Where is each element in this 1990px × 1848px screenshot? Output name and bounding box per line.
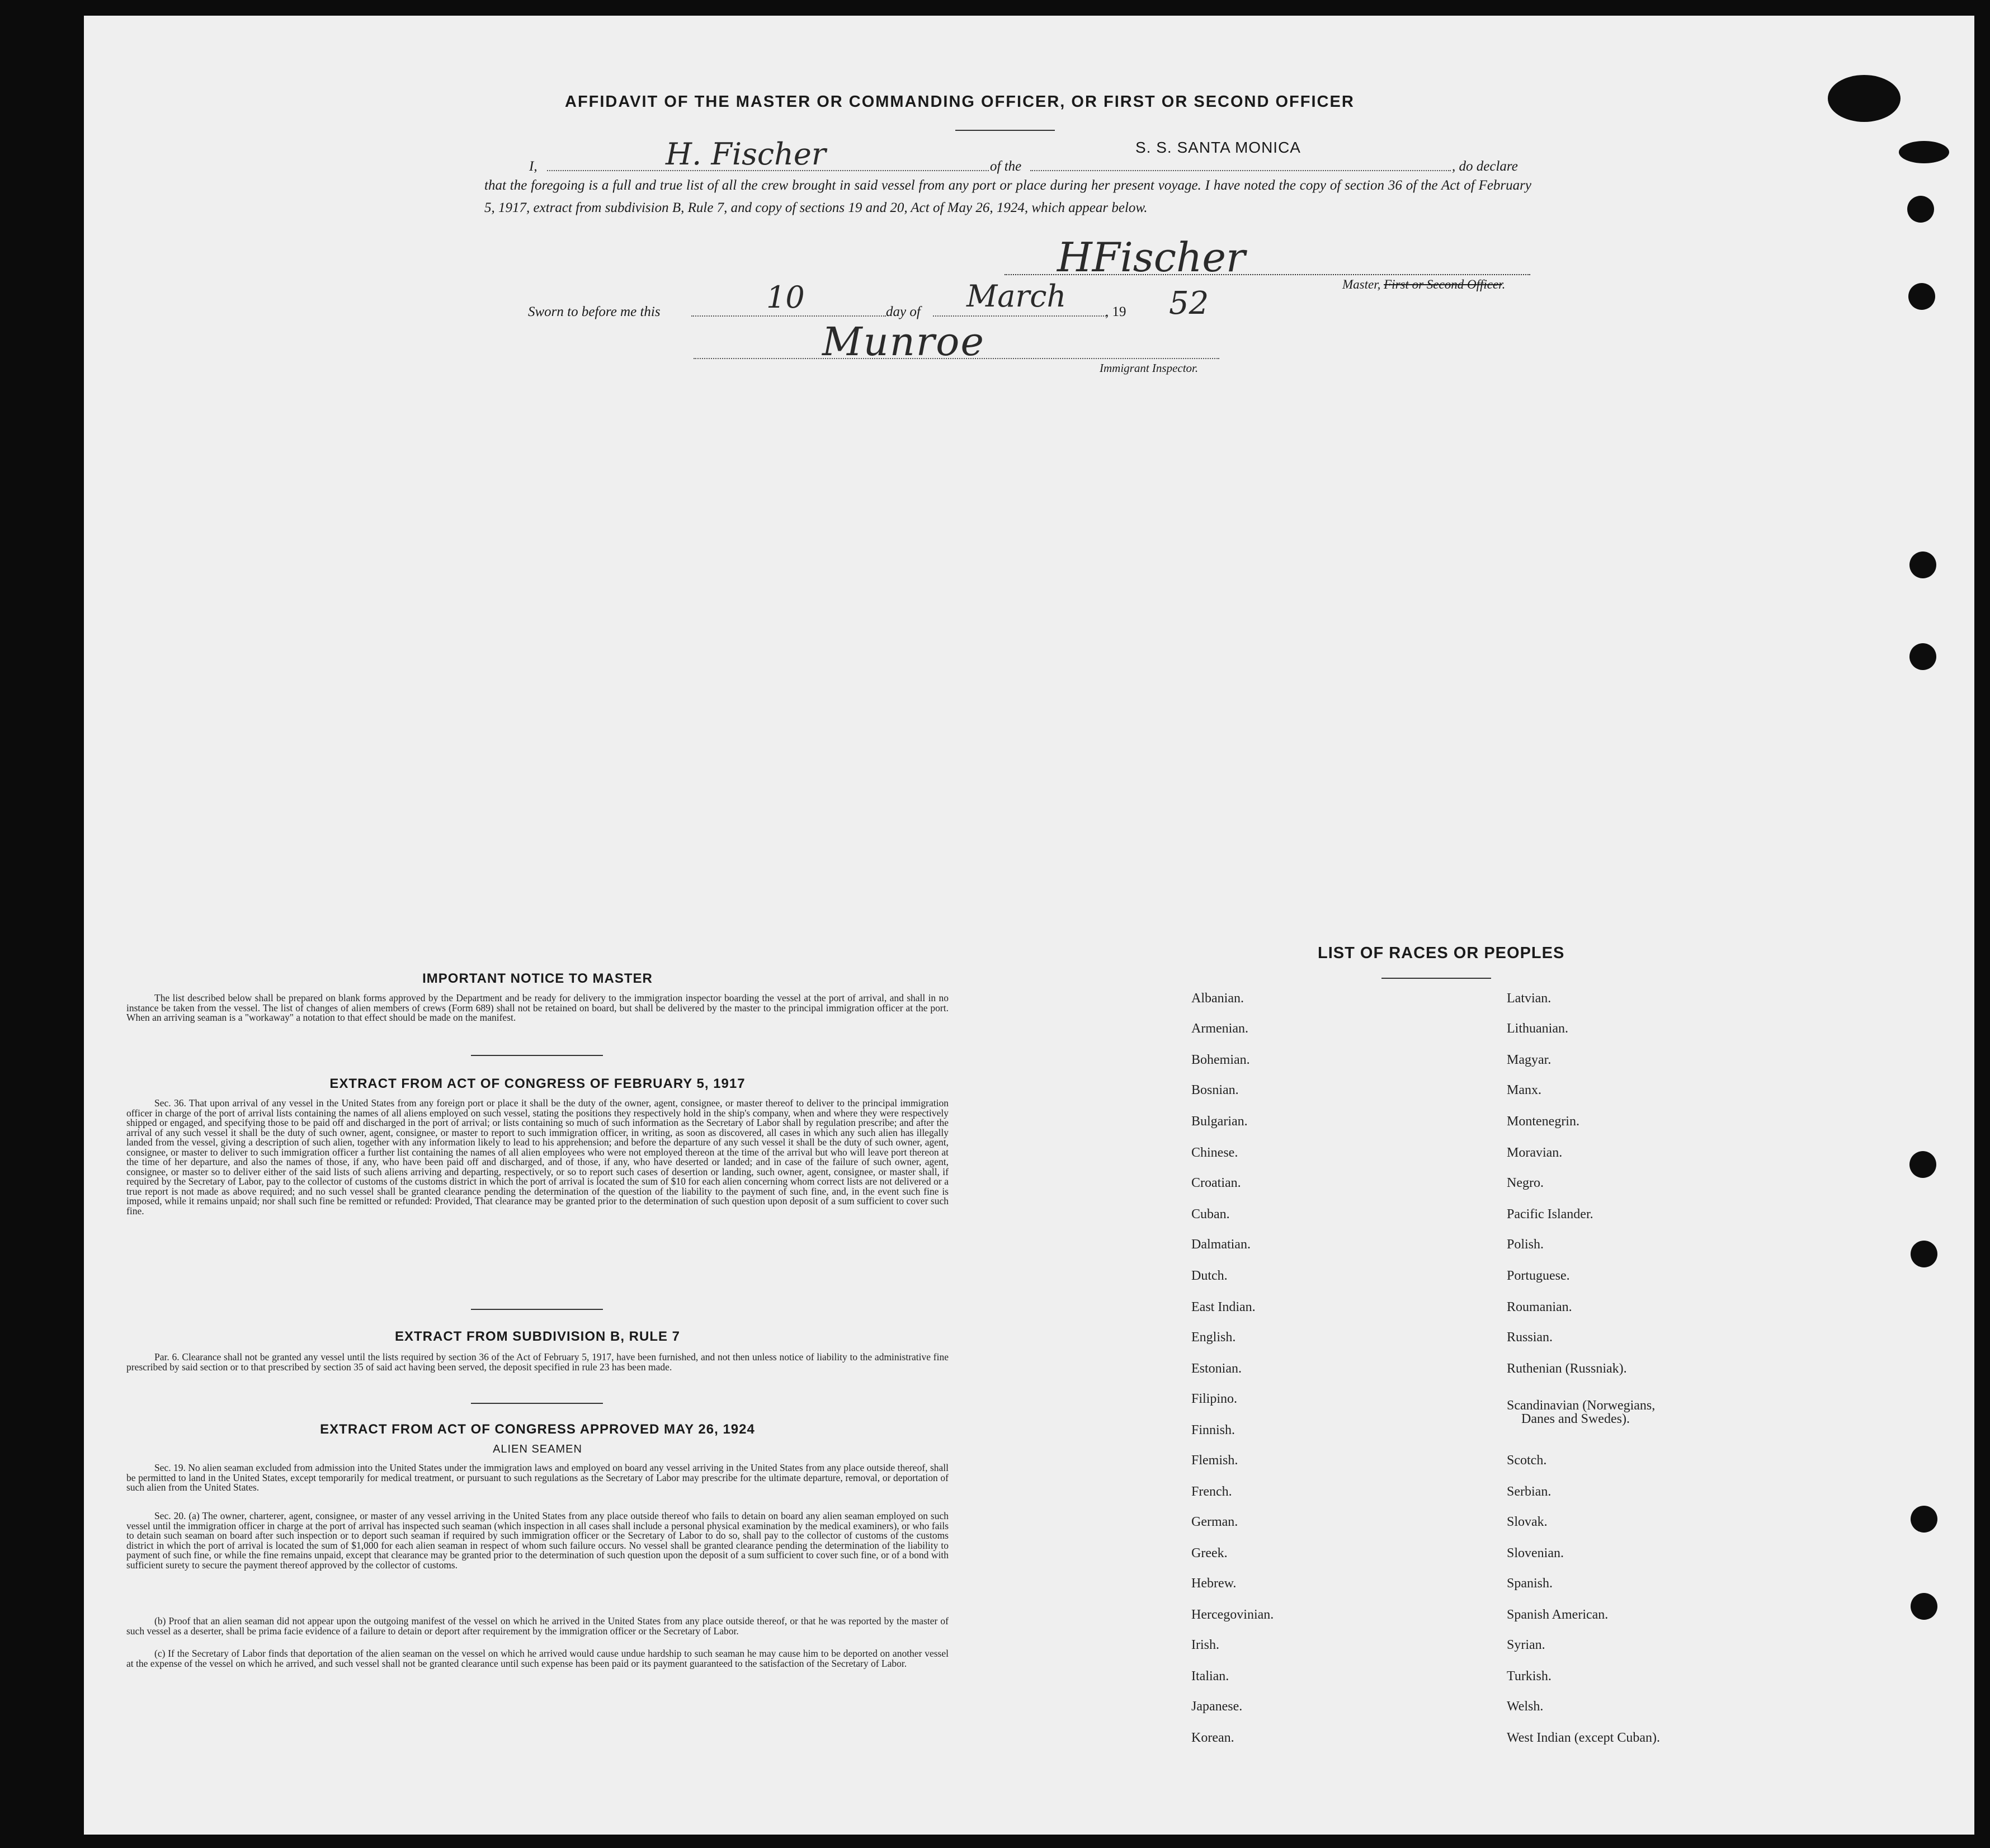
extract-1924-subtitle: ALIEN SEAMEN (493, 1443, 582, 1455)
punch-hole-3 (1909, 551, 1936, 578)
extract-1924-sec20b: (b) Proof that an alien seaman did not appear upon the outgoing manifest of the vessel on which he arrived in the United States from any place outside thereof, or that he was reported by the master of such vessel as a deserter, shall be prima facie evidence of a failure to detain or deport after requirement by the immigration officer or the Secretary of Labor. (126, 1615, 949, 1637)
inspector-caption: Immigrant Inspector. (1100, 361, 1199, 375)
race-right-16: Serbian. (1507, 1484, 1552, 1499)
master-signature-line (1005, 274, 1530, 275)
race-left-4: Bulgarian. (1191, 1114, 1248, 1129)
affidavit-title: AFFIDAVIT OF THE MASTER OR COMMANDING OFFICER, OR FIRST OR SECOND OFFICER (565, 93, 1355, 111)
race-left-12: Estonian. (1191, 1361, 1242, 1376)
race-left-14: Finnish. (1191, 1423, 1236, 1437)
race-right-5: Moravian. (1507, 1145, 1563, 1160)
race-left-11: English. (1191, 1330, 1236, 1345)
rule7-title: EXTRACT FROM SUBDIVISION B, RULE 7 (394, 1329, 681, 1344)
race-right-2: Magyar. (1507, 1053, 1552, 1067)
race-left-17: German. (1191, 1515, 1238, 1529)
race-right-18: Slovenian. (1507, 1546, 1564, 1561)
race-left-21: Irish. (1191, 1638, 1219, 1652)
punch-hole-7 (1911, 1506, 1937, 1533)
race-right-4: Montenegrin. (1507, 1114, 1579, 1129)
notice-title: IMPORTANT NOTICE TO MASTER (422, 971, 653, 986)
extract-1917-text: Sec. 36. That upon arrival of any vessel in the United States from any foreign port or place it shall be the duty of the owner, agent, consignee, or master thereof to deliver to the principal immigration officer in charge of the port of arrival lists containing the names of all aliens employed on such vessel, stating the positions they respectively hold in the ship's company, when and where they were respectively shipped or engaged, and specifying those to be paid off and discharged in the port of arrival; or lists containing so much of such information as the Secretary of Labor shall by regulation prescribe; and after the arrival of any such vessel it shall be the duty of such owner, agent, consignee, or master to report to such immigration officer, in writing, as soon as discovered, all cases in which any such alien has illegally landed from the vessel, giving a description of such alien, together with any information likely to lead to his apprehension; and before the departure of any such vessel it shall be the duty of such owner, agent, consignee, or master to deliver to such immigration officer a further list containing the names of all alien employees who were not employed thereon at the time of the arrival but who will leave port thereon at the time of her departure, and also the names of those, if any, who have been paid off and discharged, and of those, if any, who have deserted or landed; and in case of the failure of such owner, agent, consignee, or master so to deliver either of the said lists of such aliens arriving and departing, respectively, or so to report such cases of desertion or landing, such owner, agent, consignee, or master shall, if required by the Secretary of Labor, pay to the collector of customs of the customs district in which the port of arrival is located the sum of $10 for each alien concerning whom correct lists are not delivered or a true report is not made as above required; and no such vessel shall be granted clearance pending the determination of the question of the liability to the payment of such fine, and, in the event such fine is imposed, while it remains unpaid; nor shall such fine be remitted or refunded: Provided, That clearance may be granted prior to the determination of such question upon deposit of a sum sufficient to cover such fine. (126, 1097, 949, 1217)
race-left-18: Greek. (1191, 1546, 1228, 1561)
extract-1924-title: EXTRACT FROM ACT OF CONGRESS APPROVED MAY 26, 1924 (320, 1422, 755, 1437)
notice-divider (471, 1055, 603, 1056)
declarant-label: I, (529, 159, 537, 174)
race-left-16: French. (1191, 1484, 1232, 1499)
race-left-19: Hebrew. (1191, 1576, 1237, 1591)
race-right-24: West Indian (except Cuban). (1507, 1731, 1660, 1745)
race-right-14: Danes and Swedes). (1521, 1412, 1630, 1426)
extract-1917-divider (471, 1309, 603, 1310)
race-left-9: Dutch. (1191, 1269, 1228, 1283)
sworn-month-line (933, 315, 1106, 317)
sworn-month: March (966, 279, 1067, 314)
race-left-15: Flemish. (1191, 1453, 1238, 1468)
race-right-7: Pacific Islander. (1507, 1207, 1593, 1222)
race-right-8: Polish. (1507, 1237, 1544, 1252)
of-the-label: of the (990, 159, 1022, 174)
rule7-text: Par. 6. Clearance shall not be granted any vessel until the lists required by section 36 of the Act of February 5, 1917, have been furnished, and not then unless notice of liability to the administrative fine prescribed by said section or to that prescribed by section 35 of said act having been served, the deposit specified in rule 23 has been made. (126, 1351, 949, 1373)
race-right-6: Negro. (1507, 1176, 1544, 1190)
race-right-20: Spanish American. (1507, 1607, 1609, 1622)
inspector-signature-line (694, 358, 1219, 359)
race-right-19: Spanish. (1507, 1576, 1553, 1591)
vessel-name: S. S. SANTA MONICA (1135, 139, 1301, 156)
race-left-3: Bosnian. (1191, 1083, 1239, 1097)
declarant-name-handwritten: H. Fischer (666, 136, 826, 172)
notice-text: The list described below shall be prepared on blank forms approved by the Department and be ready for delivery to the immigration inspector boarding the vessel at the port of arrival, and shall in no instance be taken from the vessel. The list of changes of alien members of crews (Form 689) shall not be retained on board, but shall be delivered by the master to the principal immigration officer at the port. When an arriving seaman is a "workaway" a notation to that effect should be made on the manifest. (126, 992, 949, 1023)
affidavit-body: that the foregoing is a full and true list of all the crew brought in said vessel from any port or place during her present voyage. I have noted the copy of section 36 of the Act of February 5, 1917, extract from subdivision B, Rule 7, and copy of sections 19 and 20, Act of May 26, 1924, which appear below. (484, 178, 1531, 215)
races-title: LIST OF RACES OR PEOPLES (1318, 944, 1565, 962)
race-left-5: Chinese. (1191, 1145, 1238, 1160)
race-left-6: Croatian. (1191, 1176, 1241, 1190)
race-right-21: Syrian. (1507, 1638, 1545, 1652)
struck-officer-caption: First or Second Officer (1384, 277, 1502, 291)
do-declare-label: , do declare (1452, 159, 1518, 174)
race-right-22: Turkish. (1507, 1669, 1552, 1684)
rule7-divider (471, 1403, 603, 1404)
vessel-line (1030, 170, 1451, 171)
day-of-label: day of (886, 304, 921, 319)
race-left-24: Korean. (1191, 1731, 1234, 1745)
punch-hole-1 (1907, 196, 1934, 223)
sworn-day: 10 (766, 280, 805, 315)
races-divider (1381, 978, 1491, 979)
punch-hole-4 (1909, 643, 1936, 670)
inspector-signature: Munroe (822, 319, 985, 365)
race-right-17: Slovak. (1507, 1515, 1548, 1529)
title-divider (955, 130, 1055, 131)
race-left-0: Albanian. (1191, 991, 1244, 1006)
race-right-9: Portuguese. (1507, 1269, 1570, 1283)
race-right-23: Welsh. (1507, 1699, 1544, 1714)
master-signature: HFischer (1057, 234, 1246, 281)
race-left-20: Hercegovinian. (1191, 1607, 1274, 1622)
punch-hole-2 (1908, 283, 1935, 310)
race-left-1: Armenian. (1191, 1021, 1248, 1036)
extract-1924-sec19: Sec. 19. No alien seaman excluded from admission into the United States under the immigration laws and employed on board any vessel arriving in the United States from any place outside thereof, shall be permitted to land in the United States, except temporarily for medical treatment, or pursuant to such regulations as the Secretary of Labor may prescribe for the ultimate departure, removal, or deportation of such alien from the United States. (126, 1462, 949, 1493)
year-prefix: , 19 (1105, 304, 1126, 319)
punch-hole-5 (1909, 1151, 1936, 1178)
torn-edge-mark (1828, 75, 1901, 122)
punch-hole-6 (1911, 1241, 1937, 1267)
race-left-13: Filipino. (1191, 1392, 1238, 1406)
race-right-13: Scandinavian (Norwegians, (1507, 1398, 1656, 1413)
extract-1924-sec20c: (c) If the Secretary of Labor finds that deportation of the alien seaman on the vessel on which he arrived would cause undue hardship to such seaman he may cause him to be deported on another vessel at the expense of the vessel on which he arrived, and such vessel shall not be granted clearance until such expense has been paid or its payment guaranteed to the satisfaction of the Secretary of Labor. (126, 1648, 949, 1669)
extract-1917-title: EXTRACT FROM ACT OF CONGRESS OF FEBRUARY 5, 1917 (329, 1076, 746, 1091)
race-right-10: Roumanian. (1507, 1300, 1572, 1314)
race-right-3: Manx. (1507, 1083, 1541, 1097)
sworn-label: Sworn to before me this (528, 304, 661, 319)
race-left-7: Cuban. (1191, 1207, 1230, 1222)
sworn-day-line (691, 315, 886, 317)
race-left-23: Japanese. (1191, 1699, 1243, 1714)
race-right-15: Scotch. (1507, 1453, 1547, 1468)
race-right-12: Ruthenian (Russniak). (1507, 1361, 1627, 1376)
race-right-11: Russian. (1507, 1330, 1553, 1345)
extract-1924-sec20a: Sec. 20. (a) The owner, charterer, agent, consignee, or master of any vessel arriving in the United States from any place outside thereof who fails to detain on board any alien seaman employed on such vessel until the immigration officer in charge at the port of arrival has inspected such seaman (which inspection in all cases shall include a personal physical examination by the medical examiners), or who fails to detain such seaman on board after such inspection or to deport such seaman if required by such immigration officer or the Secretary of Labor to do so, shall pay to the collector of customs of the customs district in which the port of arrival is located the sum of $1,000 for each alien seaman in respect of whom such failure occurs. No vessel shall be granted clearance pending the determination of the liability to payment of such fine, or while the fine remains unpaid, except that clearance may be granted prior to the determination of such question upon the deposit of a sum sufficient to cover such fine, or of a bond with sufficient surety to secure the payment thereof approved by the collector of customs. (126, 1510, 949, 1571)
master-caption-text: Master, (1342, 277, 1381, 291)
race-left-10: East Indian. (1191, 1300, 1256, 1314)
race-right-1: Lithuanian. (1507, 1021, 1568, 1036)
master-caption: Master, First or Second Officer. (1342, 277, 1506, 291)
race-left-22: Italian. (1191, 1669, 1229, 1684)
race-left-8: Dalmatian. (1191, 1237, 1251, 1252)
race-left-2: Bohemian. (1191, 1053, 1250, 1067)
punch-hole-8 (1911, 1593, 1937, 1620)
torn-edge-mark-2 (1899, 141, 1949, 163)
year-suffix: 52 (1169, 285, 1209, 322)
race-right-0: Latvian. (1507, 991, 1552, 1006)
